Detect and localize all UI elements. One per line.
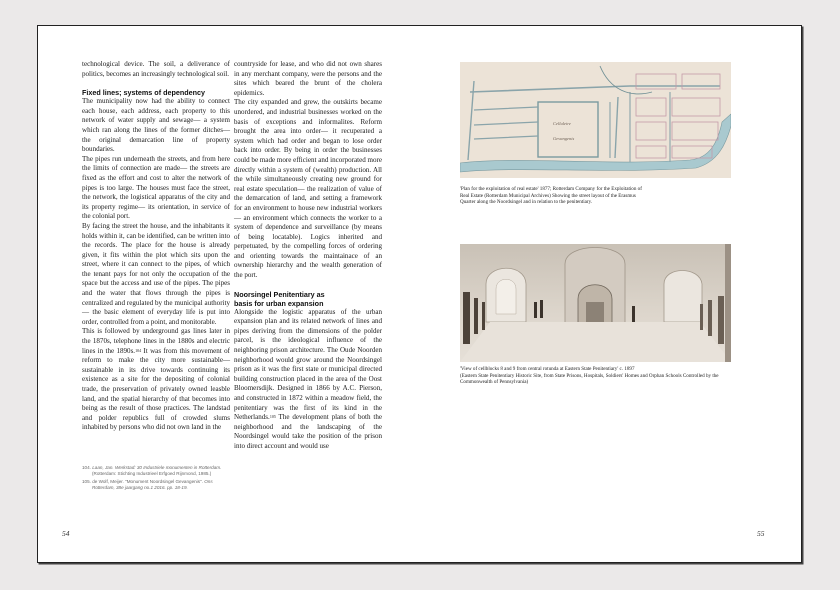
footnote-ref[interactable]: 104 bbox=[135, 347, 142, 353]
footnote bbox=[82, 465, 232, 477]
footnote bbox=[82, 479, 232, 491]
penitentiary-photo bbox=[460, 244, 731, 362]
paragraph: By facing the street the house, and the inhabitants it holds within it, can be identified, can be written into the records. The place for the house is already given, it fits within the plot which sits upon the street, where it can connect to the pipes, of which the tenant pays for not only the occupation of the space but the access and use of the pipes. The pipes and the water that flows through the pipes is centralized and regulated by the municipal authority— the basic element of everyday life is put into order, controlled from a point, and monitorable. bbox=[82, 221, 230, 326]
book-spread bbox=[37, 25, 802, 563]
page-number-right: 55 bbox=[757, 529, 765, 538]
text-run: It was from this movement of reform to make the city more sustainable— sustainable in its drive towards continuing its existence as a site for the depositing of colonial trade, the preservation of privately owned leasble land, and the spatial hierarchy of that becomes into being as the result of those practices. The landstad and polder republics full of crowded slums inhabited by persons who did not own land in the bbox=[82, 346, 230, 432]
footnote-text: (Rotterdam: Stichting Industrieel Erfgoed Rijnmond, 1985.) bbox=[92, 471, 212, 477]
paragraph: countryside for lease, and who did not own shares in any merchant company, were the persons and the sites which beared the brunt of the cholera epidemics. bbox=[234, 60, 382, 97]
paragraph: technological device. The soil, a deliverance of politics, becomes an increasingly technological soil. bbox=[82, 60, 230, 78]
map-label: Gevangenis bbox=[553, 136, 575, 141]
text-column-left bbox=[82, 60, 230, 433]
heading-line: Noorsingel Penitentiary as bbox=[234, 289, 325, 299]
map-label: Celluleire bbox=[553, 121, 571, 126]
footnote-text: Ons Rotterdam, 38e jaargang no.1 2016. pp. 18-19. bbox=[92, 479, 213, 491]
section-heading bbox=[234, 290, 382, 308]
footnote-ref[interactable]: 105 bbox=[269, 414, 276, 420]
photo-figure bbox=[460, 244, 731, 362]
caption-source: (Eastern State Penitentiary Historic Site, from State Prisons, Hospitals, Soldiers' Homes and Orphan Schools Controlled by the Commonwealth of Pennsylvania) bbox=[460, 372, 719, 386]
heading-line: basis for urban expansion bbox=[234, 298, 324, 308]
paragraph: The city expanded and grew, the outskirts became unordered, and industrial businesses worked on the basis of exceptions and informalites. Reform brought the area into order— it recuperated a system which had order and began to lose order back into order. By being in order the businesses could be made more efficient and incorporated more directly within a system of (wealth) production. All the while simultaneously creating new ground for real estate speculation— the realization of value of the demarcation of land, and setting a framework for an environment to house new industrial workers— an environment which connects the worker to a system of dependence and surveillance (by means of being locatable). Logics inherited and perpetuated, by the compelling forces of ordering and orienting towards the maintainace of an ownership hierarchy and the wealth generation of the port. bbox=[234, 98, 382, 280]
text-run: The development plans of both the neighborhood and the landscaping of the Noordsingel would take the position of the prison into direct account and would use bbox=[234, 413, 382, 450]
figure-caption bbox=[460, 366, 730, 386]
paragraph: The municipality now had the ability to connect each house, each address, each property to this network of water supply and sewage— a system which ran along the lines of the former ditches— the original demarcation line of property boundaries. bbox=[82, 97, 230, 154]
footnote-number: 104. bbox=[82, 465, 91, 470]
footnote-number: 105. bbox=[82, 479, 91, 485]
text-column-middle bbox=[234, 60, 382, 452]
page-number-left: 54 bbox=[62, 529, 70, 538]
text-run: Alongside the logistic apparatus of the urban expansion plan and its related network of lines and pipes deriving from the dimensions of the polder parcel, is the ideological influence of the neighboring prison architecture. The Oude Noorden neighborhood would grow around the Noordsingel prison as it was the first state or municipal directed building construction placed in the area of the Oost Bloomersdijk. Designed in 1866 by A.C. Pierson, and constructed in 1872 within a meadow field, the penitentiary was the first of its kind in the Netherlands. bbox=[234, 307, 382, 422]
caption-title: 'View of cellblocks 8 and 9 from central rotunda at Eastern State Penitentiary' c. 1897 bbox=[460, 366, 635, 372]
map-figure bbox=[460, 62, 731, 178]
historic-map-image bbox=[460, 62, 731, 178]
paragraph: The pipes run underneath the streets, and from here the limits of connection are made— the streets are fixed as the effort and cost to alter the network of pipes is too large. The houses must face the street, the network, the logistical apparatus of the city and its property regime— its orientation, in service of the colonial port. bbox=[82, 154, 230, 221]
paragraph bbox=[234, 308, 382, 452]
text-run: This is followed by underground gas lines later in the 1870s, telephone lines in the 1880s and electric lines in the 1890s. bbox=[82, 327, 230, 355]
paragraph bbox=[82, 327, 230, 433]
section-heading: Fixed lines; systems of dependency bbox=[82, 88, 206, 98]
footnote-text: Laan, Jan. Werkstad: 30 Industriele monumenten in Rotterdam. bbox=[92, 465, 222, 470]
footnote-text: de Wolf, Meijer. "Monument Noordsingel Gevangenis". bbox=[92, 479, 203, 485]
figure-caption: 'Plan for the exploitation of real estate' 1877; Rotterdam Company for the Exploitation of Real Estate (Rotterdam Municipal Archives) Showing the street layout of the Erasmus Quarter along the Noordsingel and in relation to the penitentiary. bbox=[460, 186, 642, 206]
footnotes bbox=[82, 465, 232, 494]
